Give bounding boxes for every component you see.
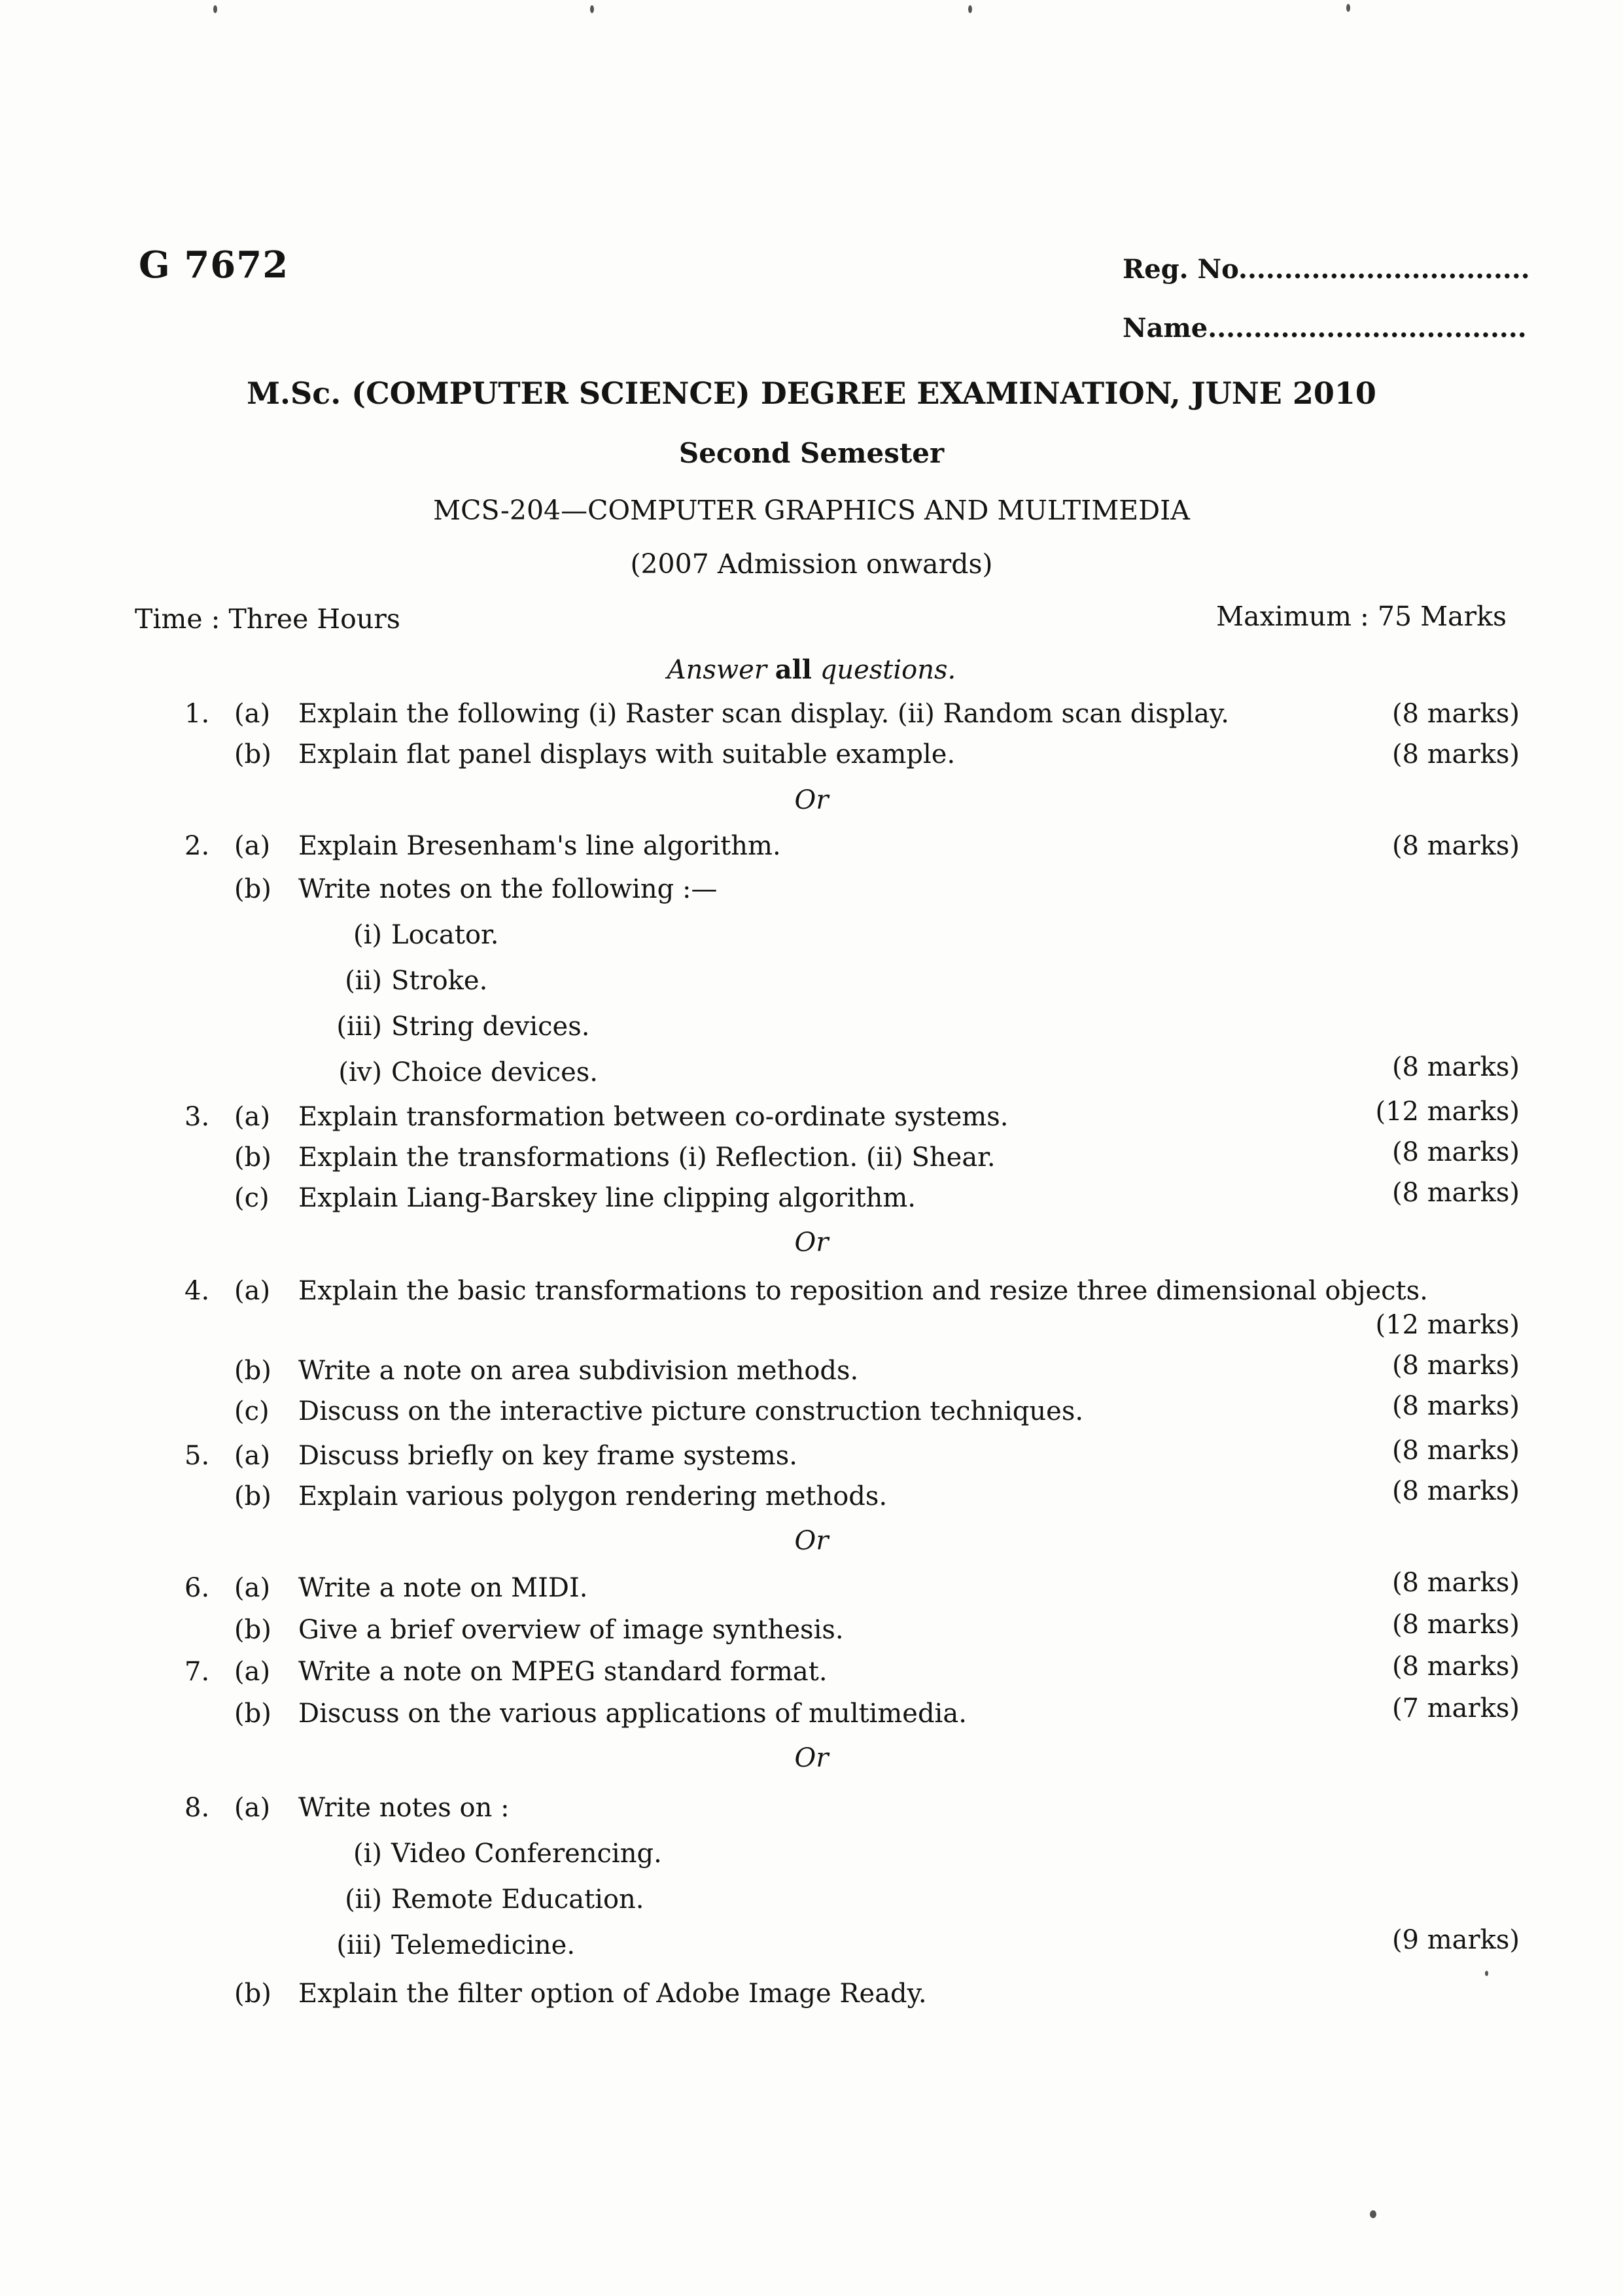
question-4a-marks <box>0 1310 1623 1349</box>
paper-code: G 7672 <box>139 243 289 287</box>
question-3b <box>0 1137 1623 1182</box>
time-allowed: Time : Three Hours <box>135 603 400 635</box>
marks: (8 marks) <box>1391 1476 1520 1506</box>
question-number: 2. <box>184 831 210 861</box>
question-text: Give a brief overview of image synthesis. <box>298 1615 844 1645</box>
marks: (8 marks) <box>1391 699 1520 729</box>
marks: (8 marks) <box>1391 1610 1520 1640</box>
question-text: Write a note on area subdivision methods. <box>298 1356 859 1386</box>
sub-item-text: Telemedicine. <box>391 1930 576 1960</box>
semester: Second Semester <box>678 437 945 469</box>
question-number: 4. <box>184 1276 210 1306</box>
marks: (8 marks) <box>1391 1651 1520 1682</box>
question-number: 7. <box>184 1657 210 1687</box>
sub-item-number: (iii) <box>336 1012 382 1042</box>
question-text: Write a note on MIDI. <box>298 1573 588 1603</box>
instruction-word-1: Answer <box>667 655 767 685</box>
sub-item-text: Choice devices. <box>391 1057 599 1087</box>
question-1b <box>0 739 1623 779</box>
marks: (8 marks) <box>1391 1391 1520 1421</box>
part-label: (a) <box>234 1657 271 1687</box>
part-label: (a) <box>234 1793 271 1823</box>
question-8b <box>0 1979 1623 2018</box>
question-5b <box>0 1476 1623 1521</box>
part-label: (c) <box>234 1396 270 1426</box>
question-number: 3. <box>184 1102 210 1132</box>
question-text: Explain various polygon rendering methods. <box>298 1481 888 1511</box>
question-text: Explain the transformations (i) Reflection. (ii) Shear. <box>298 1142 996 1173</box>
question-text: Discuss on the various applications of multimedia. <box>298 1699 967 1729</box>
maximum-marks: Maximum : 75 Marks <box>1216 601 1507 632</box>
question-number: 6. <box>184 1573 210 1603</box>
part-label: (b) <box>234 1356 271 1386</box>
question-text: Explain the basic transformations to reposition and resize three dimensional objects. <box>298 1276 1428 1306</box>
scan-speck <box>213 5 217 13</box>
instruction-word-2: all <box>775 654 812 685</box>
sub-item-number: (iv) <box>338 1057 382 1087</box>
sub-item <box>0 1839 1623 1878</box>
part-label: (a) <box>234 831 271 861</box>
or-separator: Or <box>794 1526 829 1556</box>
question-text: Explain Bresenham's line algorithm. <box>298 831 781 861</box>
question-text: Explain Liang-Barskey line clipping algorithm. <box>298 1183 916 1213</box>
sub-item-text: Stroke. <box>391 966 488 996</box>
marks: (8 marks) <box>1391 831 1520 861</box>
question-5a <box>0 1436 1623 1480</box>
question-text: Discuss on the interactive picture construction techniques. <box>298 1396 1084 1426</box>
sub-item <box>0 1052 1623 1097</box>
question-2a <box>0 831 1623 870</box>
part-label: (a) <box>234 1441 271 1471</box>
sub-item <box>0 1884 1623 1924</box>
question-text: Explain the following (i) Raster scan display. (ii) Random scan display. <box>298 699 1229 729</box>
subject-title: MCS-204—COMPUTER GRAPHICS AND MULTIMEDIA <box>433 495 1190 526</box>
question-4b <box>0 1351 1623 1395</box>
question-number: 5. <box>184 1441 210 1471</box>
instruction-word-3: questions. <box>820 655 956 685</box>
or-separator: Or <box>794 785 829 815</box>
part-label: (b) <box>234 1699 271 1729</box>
or-separator: Or <box>794 1743 829 1773</box>
part-label: (b) <box>234 1979 271 2009</box>
sub-item <box>0 920 1623 959</box>
question-6b <box>0 1610 1623 1654</box>
marks: (12 marks) <box>1375 1097 1520 1127</box>
or-separator: Or <box>794 1227 829 1258</box>
question-3c <box>0 1178 1623 1222</box>
sub-item-number: (i) <box>353 1839 382 1869</box>
part-label: (b) <box>234 1481 271 1511</box>
marks: (9 marks) <box>1391 1925 1520 1955</box>
reg-no-label: Reg. No. <box>1123 254 1248 285</box>
reg-no-dots: ............................... <box>1247 254 1530 285</box>
question-8a <box>0 1793 1623 1832</box>
part-label: (c) <box>234 1183 270 1213</box>
marks: (8 marks) <box>1391 1351 1520 1381</box>
instruction <box>0 654 1623 685</box>
question-3a <box>0 1097 1623 1141</box>
marks: (8 marks) <box>1391 1436 1520 1466</box>
sub-item-number: (iii) <box>336 1930 382 1960</box>
marks: (8 marks) <box>1391 739 1520 769</box>
part-label: (a) <box>234 1573 271 1603</box>
sub-item-text: String devices. <box>391 1012 590 1042</box>
exam-title: M.Sc. (COMPUTER SCIENCE) DEGREE EXAMINATION, JUNE 2010 <box>247 376 1376 411</box>
marks: (12 marks) <box>1375 1310 1520 1340</box>
sub-item <box>0 966 1623 1005</box>
question-text: Write notes on : <box>298 1793 510 1823</box>
marks: (8 marks) <box>1391 1568 1520 1598</box>
part-label: (b) <box>234 1142 271 1173</box>
sub-item-number: (i) <box>353 920 382 950</box>
name-label: Name <box>1123 313 1208 344</box>
question-text: Write a note on MPEG standard format. <box>298 1657 828 1687</box>
scan-speck <box>968 5 972 13</box>
scan-speck <box>590 5 594 13</box>
admission-note: (2007 Admission onwards) <box>630 548 993 580</box>
name-dots: ................................... <box>1208 313 1527 344</box>
reg-no-field <box>1123 254 1530 285</box>
question-text: Explain flat panel displays with suitable example. <box>298 739 956 769</box>
question-text: Explain the filter option of Adobe Image Ready. <box>298 1979 927 2009</box>
question-2b <box>0 874 1623 913</box>
part-label: (a) <box>234 699 271 729</box>
sub-item-text: Video Conferencing. <box>391 1839 662 1869</box>
sub-item-text: Locator. <box>391 920 499 950</box>
question-4c <box>0 1391 1623 1436</box>
marks: (8 marks) <box>1391 1052 1520 1082</box>
question-text: Explain transformation between co-ordinate systems. <box>298 1102 1009 1132</box>
marks: (8 marks) <box>1391 1137 1520 1167</box>
question-7a <box>0 1651 1623 1696</box>
question-number: 8. <box>184 1793 210 1823</box>
scan-speck <box>1485 1971 1488 1976</box>
sub-item <box>0 1925 1623 1969</box>
part-label: (b) <box>234 874 271 904</box>
part-label: (b) <box>234 1615 271 1645</box>
question-7b <box>0 1693 1623 1738</box>
question-4a <box>0 1276 1623 1315</box>
sub-item-number: (ii) <box>345 1884 382 1915</box>
scan-speck <box>1370 2210 1376 2218</box>
part-label: (a) <box>234 1276 271 1306</box>
part-label: (b) <box>234 739 271 769</box>
marks: (8 marks) <box>1391 1178 1520 1208</box>
marks: (7 marks) <box>1391 1693 1520 1723</box>
question-1a <box>0 699 1623 738</box>
question-number: 1. <box>184 699 210 729</box>
part-label: (a) <box>234 1102 271 1132</box>
question-6a <box>0 1568 1623 1612</box>
scan-speck <box>1346 4 1350 12</box>
question-text: Write notes on the following :— <box>298 874 718 904</box>
name-field <box>1123 313 1527 344</box>
sub-item-text: Remote Education. <box>391 1884 644 1915</box>
sub-item-number: (ii) <box>345 966 382 996</box>
sub-item <box>0 1012 1623 1051</box>
question-text: Discuss briefly on key frame systems. <box>298 1441 797 1471</box>
